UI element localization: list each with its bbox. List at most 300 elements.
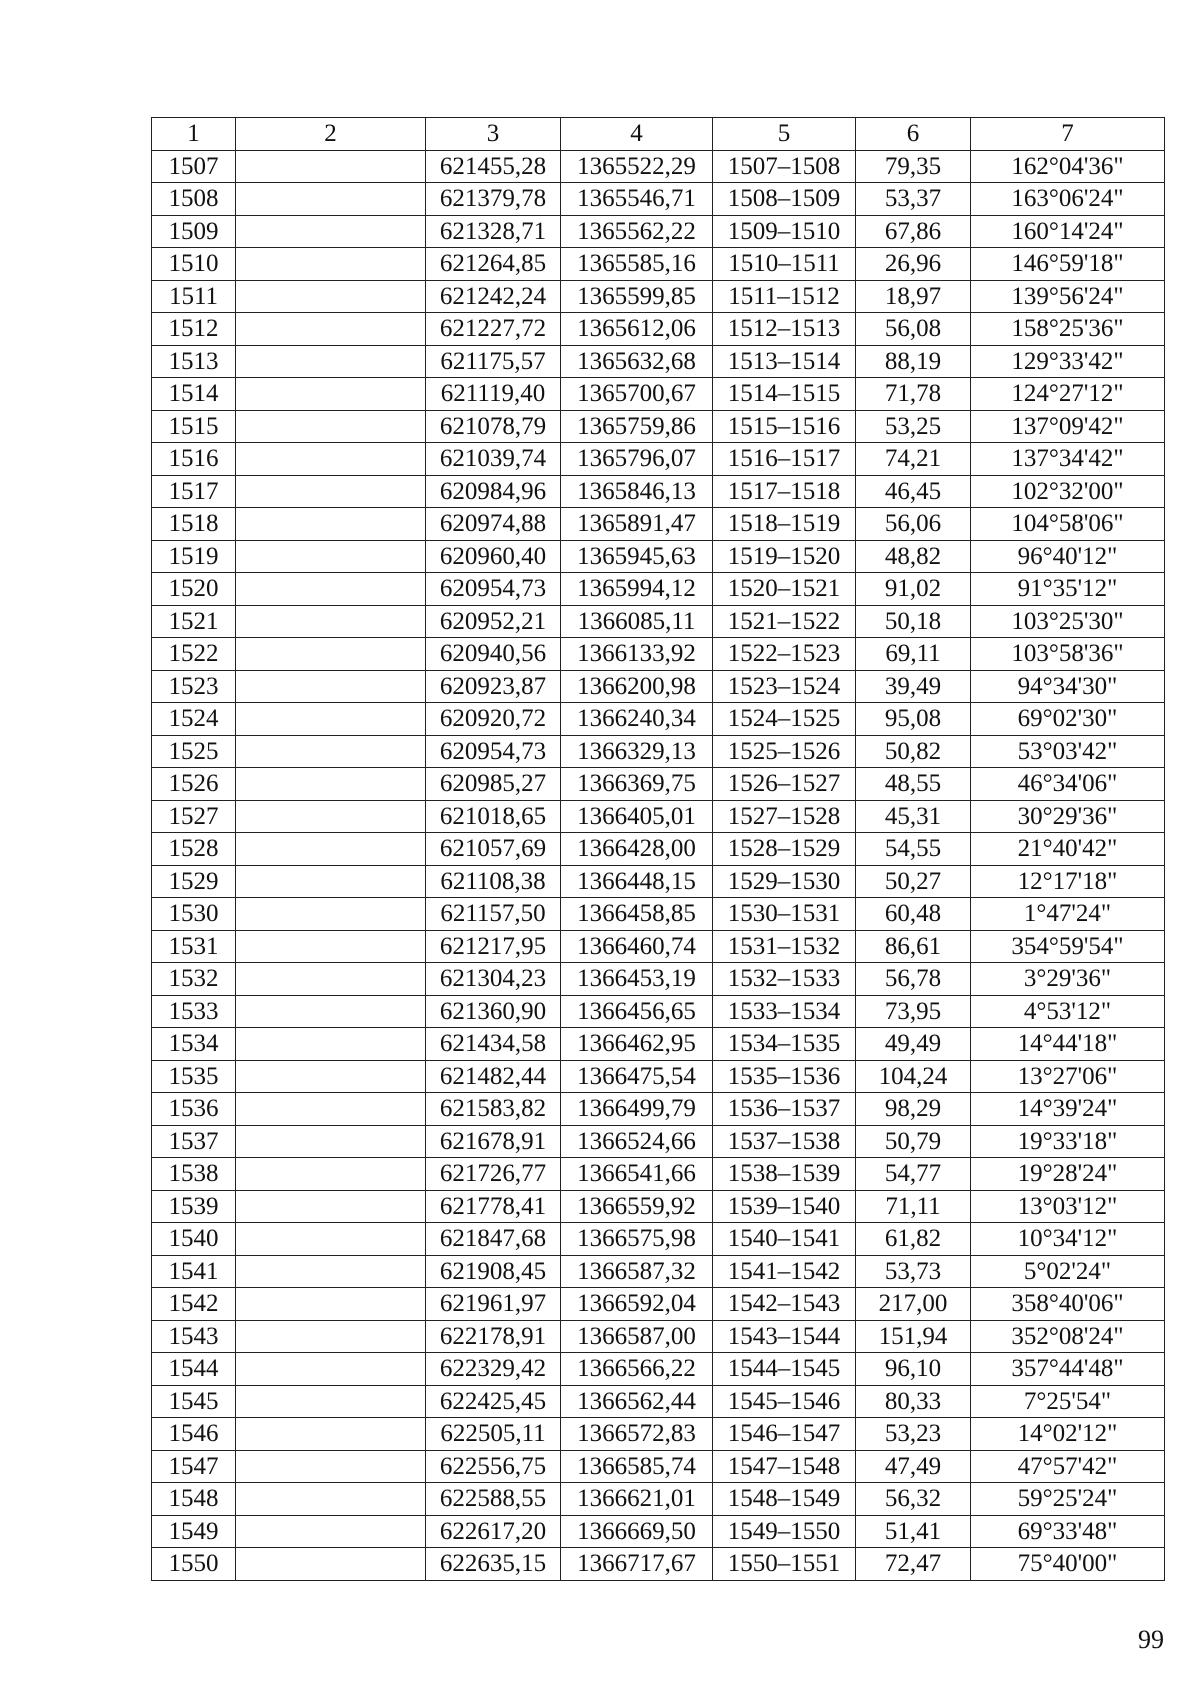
cell-coordinate-y: 1366572,83 (561, 1418, 713, 1451)
cell-bearing: 21°40'42" (971, 833, 1165, 866)
cell-point-number: 1507 (152, 150, 236, 183)
cell-segment: 1529–1530 (713, 865, 856, 898)
cell-coordinate-x: 621242,24 (426, 280, 561, 313)
cell-distance: 71,78 (856, 378, 971, 411)
cell-point-number: 1529 (152, 865, 236, 898)
cell-distance: 53,25 (856, 410, 971, 443)
cell-coordinate-x: 621678,91 (426, 1125, 561, 1158)
table-row (152, 898, 1165, 931)
cell-coordinate-x: 622425,45 (426, 1385, 561, 1418)
cell-segment: 1524–1525 (713, 703, 856, 736)
cell-distance: 79,35 (856, 150, 971, 183)
cell-bearing: 354°59'54" (971, 930, 1165, 963)
cell-bearing: 46°34'06" (971, 768, 1165, 801)
cell-distance: 54,55 (856, 833, 971, 866)
cell-point-number: 1544 (152, 1353, 236, 1386)
table-row (152, 475, 1165, 508)
cell-point-number: 1539 (152, 1190, 236, 1223)
cell-coordinate-y: 1366369,75 (561, 768, 713, 801)
cell-bearing: 7°25'54" (971, 1385, 1165, 1418)
cell-coordinate-x: 622178,91 (426, 1320, 561, 1353)
cell-distance: 53,37 (856, 183, 971, 216)
cell-distance: 86,61 (856, 930, 971, 963)
cell-distance: 45,31 (856, 800, 971, 833)
table-row (152, 833, 1165, 866)
cell-point-name (236, 540, 426, 573)
cell-coordinate-y: 1366240,34 (561, 703, 713, 736)
cell-coordinate-y: 1366587,32 (561, 1255, 713, 1288)
cell-coordinate-x: 620940,56 (426, 638, 561, 671)
cell-point-name (236, 703, 426, 736)
cell-point-number: 1534 (152, 1028, 236, 1061)
cell-point-name (236, 833, 426, 866)
cell-coordinate-y: 1366458,85 (561, 898, 713, 931)
table-row (152, 540, 1165, 573)
cell-coordinate-x: 622329,42 (426, 1353, 561, 1386)
cell-bearing: 19°28'24" (971, 1158, 1165, 1191)
table-row (152, 735, 1165, 768)
cell-coordinate-y: 1366585,74 (561, 1450, 713, 1483)
cell-distance: 54,77 (856, 1158, 971, 1191)
cell-coordinate-x: 621227,72 (426, 313, 561, 346)
cell-coordinate-x: 621482,44 (426, 1060, 561, 1093)
cell-point-number: 1513 (152, 345, 236, 378)
cell-segment: 1532–1533 (713, 963, 856, 996)
cell-segment: 1511–1512 (713, 280, 856, 313)
cell-coordinate-y: 1365945,63 (561, 540, 713, 573)
cell-coordinate-x: 621018,65 (426, 800, 561, 833)
cell-point-number: 1550 (152, 1548, 236, 1581)
cell-point-name (236, 1515, 426, 1548)
cell-segment: 1508–1509 (713, 183, 856, 216)
cell-point-number: 1521 (152, 605, 236, 638)
cell-distance: 96,10 (856, 1353, 971, 1386)
cell-coordinate-x: 620954,73 (426, 573, 561, 606)
cell-coordinate-y: 1366717,67 (561, 1548, 713, 1581)
cell-coordinate-x: 621157,50 (426, 898, 561, 931)
cell-segment: 1521–1522 (713, 605, 856, 638)
cell-point-number: 1522 (152, 638, 236, 671)
table-row (152, 768, 1165, 801)
cell-point-name (236, 1450, 426, 1483)
cell-coordinate-y: 1365846,13 (561, 475, 713, 508)
cell-bearing: 69°33'48" (971, 1515, 1165, 1548)
cell-point-number: 1516 (152, 443, 236, 476)
cell-distance: 48,55 (856, 768, 971, 801)
cell-point-name (236, 215, 426, 248)
cell-segment: 1507–1508 (713, 150, 856, 183)
cell-distance: 48,82 (856, 540, 971, 573)
cell-point-number: 1542 (152, 1288, 236, 1321)
cell-distance: 67,86 (856, 215, 971, 248)
cell-point-number: 1512 (152, 313, 236, 346)
cell-segment: 1540–1541 (713, 1223, 856, 1256)
cell-point-name (236, 1418, 426, 1451)
cell-distance: 49,49 (856, 1028, 971, 1061)
cell-bearing: 30°29'36" (971, 800, 1165, 833)
cell-coordinate-y: 1365891,47 (561, 508, 713, 541)
cell-distance: 72,47 (856, 1548, 971, 1581)
cell-point-name (236, 800, 426, 833)
table-header-row (152, 118, 1165, 151)
cell-coordinate-x: 620954,73 (426, 735, 561, 768)
cell-coordinate-x: 621039,74 (426, 443, 561, 476)
cell-point-name (236, 345, 426, 378)
cell-bearing: 94°34'30" (971, 670, 1165, 703)
cell-segment: 1531–1532 (713, 930, 856, 963)
table-row (152, 1353, 1165, 1386)
cell-coordinate-x: 621175,57 (426, 345, 561, 378)
cell-coordinate-x: 622588,55 (426, 1483, 561, 1516)
cell-coordinate-y: 1365522,29 (561, 150, 713, 183)
cell-segment: 1550–1551 (713, 1548, 856, 1581)
cell-distance: 18,97 (856, 280, 971, 313)
table-row (152, 1223, 1165, 1256)
cell-point-name (236, 1223, 426, 1256)
cell-point-number: 1543 (152, 1320, 236, 1353)
cell-coordinate-y: 1366428,00 (561, 833, 713, 866)
cell-distance: 50,27 (856, 865, 971, 898)
cell-coordinate-y: 1366085,11 (561, 605, 713, 638)
cell-coordinate-y: 1365599,85 (561, 280, 713, 313)
cell-point-number: 1535 (152, 1060, 236, 1093)
cell-bearing: 3°29'36" (971, 963, 1165, 996)
cell-segment: 1526–1527 (713, 768, 856, 801)
cell-point-number: 1545 (152, 1385, 236, 1418)
table-row (152, 1190, 1165, 1223)
cell-point-name (236, 508, 426, 541)
cell-point-number: 1549 (152, 1515, 236, 1548)
cell-bearing: 12°17'18" (971, 865, 1165, 898)
cell-point-name (236, 183, 426, 216)
table-row (152, 930, 1165, 963)
cell-coordinate-x: 621961,97 (426, 1288, 561, 1321)
cell-coordinate-y: 1366475,54 (561, 1060, 713, 1093)
cell-point-name (236, 150, 426, 183)
cell-coordinate-x: 621434,58 (426, 1028, 561, 1061)
table-row (152, 248, 1165, 281)
cell-point-number: 1518 (152, 508, 236, 541)
cell-bearing: 162°04'36" (971, 150, 1165, 183)
cell-coordinate-y: 1365759,86 (561, 410, 713, 443)
cell-coordinate-y: 1366541,66 (561, 1158, 713, 1191)
cell-distance: 56,32 (856, 1483, 971, 1516)
cell-bearing: 14°39'24" (971, 1093, 1165, 1126)
table-row (152, 703, 1165, 736)
cell-coordinate-x: 621778,41 (426, 1190, 561, 1223)
cell-bearing: 137°34'42" (971, 443, 1165, 476)
cell-point-name (236, 1483, 426, 1516)
cell-point-name (236, 1548, 426, 1581)
cell-segment: 1533–1534 (713, 995, 856, 1028)
cell-coordinate-x: 621360,90 (426, 995, 561, 1028)
table-row (152, 410, 1165, 443)
cell-point-name (236, 443, 426, 476)
table-row (152, 1548, 1165, 1581)
cell-segment: 1534–1535 (713, 1028, 856, 1061)
cell-coordinate-y: 1365546,71 (561, 183, 713, 216)
cell-segment: 1539–1540 (713, 1190, 856, 1223)
cell-bearing: 59°25'24" (971, 1483, 1165, 1516)
cell-point-number: 1548 (152, 1483, 236, 1516)
cell-segment: 1522–1523 (713, 638, 856, 671)
cell-distance: 217,00 (856, 1288, 971, 1321)
column-header-1: 1 (152, 118, 236, 151)
cell-bearing: 137°09'42" (971, 410, 1165, 443)
cell-distance: 50,18 (856, 605, 971, 638)
cell-bearing: 103°58'36" (971, 638, 1165, 671)
cell-coordinate-y: 1365612,06 (561, 313, 713, 346)
cell-distance: 50,79 (856, 1125, 971, 1158)
cell-point-name (236, 573, 426, 606)
column-header-4: 4 (561, 118, 713, 151)
cell-coordinate-x: 621304,23 (426, 963, 561, 996)
cell-coordinate-y: 1366200,98 (561, 670, 713, 703)
cell-point-number: 1536 (152, 1093, 236, 1126)
cell-segment: 1528–1529 (713, 833, 856, 866)
table-row (152, 1515, 1165, 1548)
cell-coordinate-y: 1366499,79 (561, 1093, 713, 1126)
cell-coordinate-y: 1365796,07 (561, 443, 713, 476)
cell-distance: 98,29 (856, 1093, 971, 1126)
table-row (152, 443, 1165, 476)
cell-bearing: 139°56'24" (971, 280, 1165, 313)
cell-segment: 1530–1531 (713, 898, 856, 931)
table-row (152, 995, 1165, 1028)
table-row (152, 573, 1165, 606)
cell-bearing: 10°34'12" (971, 1223, 1165, 1256)
cell-point-name (236, 735, 426, 768)
cell-point-number: 1538 (152, 1158, 236, 1191)
cell-bearing: 13°03'12" (971, 1190, 1165, 1223)
column-header-5: 5 (713, 118, 856, 151)
cell-coordinate-x: 620960,40 (426, 540, 561, 573)
cell-coordinate-x: 621108,38 (426, 865, 561, 898)
cell-bearing: 357°44'48" (971, 1353, 1165, 1386)
cell-point-number: 1527 (152, 800, 236, 833)
cell-point-name (236, 930, 426, 963)
cell-segment: 1538–1539 (713, 1158, 856, 1191)
cell-bearing: 13°27'06" (971, 1060, 1165, 1093)
cell-distance: 39,49 (856, 670, 971, 703)
coordinates-table (151, 117, 1165, 1581)
cell-point-name (236, 475, 426, 508)
cell-distance: 46,45 (856, 475, 971, 508)
cell-distance: 95,08 (856, 703, 971, 736)
cell-point-name (236, 1320, 426, 1353)
cell-segment: 1519–1520 (713, 540, 856, 573)
table-row (152, 605, 1165, 638)
cell-coordinate-x: 620984,96 (426, 475, 561, 508)
cell-coordinate-y: 1366456,65 (561, 995, 713, 1028)
cell-bearing: 104°58'06" (971, 508, 1165, 541)
cell-segment: 1516–1517 (713, 443, 856, 476)
cell-segment: 1545–1546 (713, 1385, 856, 1418)
cell-coordinate-y: 1365585,16 (561, 248, 713, 281)
cell-point-name (236, 1255, 426, 1288)
cell-bearing: 358°40'06" (971, 1288, 1165, 1321)
cell-coordinate-x: 620923,87 (426, 670, 561, 703)
cell-point-name (236, 1125, 426, 1158)
cell-point-number: 1524 (152, 703, 236, 736)
cell-distance: 61,82 (856, 1223, 971, 1256)
cell-coordinate-y: 1366575,98 (561, 1223, 713, 1256)
cell-coordinate-x: 621455,28 (426, 150, 561, 183)
cell-bearing: 163°06'24" (971, 183, 1165, 216)
cell-bearing: 158°25'36" (971, 313, 1165, 346)
cell-distance: 56,06 (856, 508, 971, 541)
cell-coordinate-x: 621908,45 (426, 1255, 561, 1288)
table-row (152, 638, 1165, 671)
table-body (152, 150, 1165, 1580)
cell-distance: 26,96 (856, 248, 971, 281)
cell-point-name (236, 280, 426, 313)
cell-point-name (236, 1190, 426, 1223)
cell-bearing: 47°57'42" (971, 1450, 1165, 1483)
cell-coordinate-x: 620985,27 (426, 768, 561, 801)
cell-point-number: 1520 (152, 573, 236, 606)
cell-segment: 1548–1549 (713, 1483, 856, 1516)
cell-segment: 1509–1510 (713, 215, 856, 248)
table-row (152, 508, 1165, 541)
cell-point-name (236, 1158, 426, 1191)
cell-coordinate-x: 622635,15 (426, 1548, 561, 1581)
cell-coordinate-y: 1366453,19 (561, 963, 713, 996)
cell-point-name (236, 410, 426, 443)
cell-distance: 80,33 (856, 1385, 971, 1418)
cell-point-name (236, 1385, 426, 1418)
cell-coordinate-y: 1366448,15 (561, 865, 713, 898)
cell-coordinate-x: 621217,95 (426, 930, 561, 963)
cell-coordinate-y: 1365632,68 (561, 345, 713, 378)
cell-distance: 74,21 (856, 443, 971, 476)
cell-coordinate-y: 1366559,92 (561, 1190, 713, 1223)
cell-coordinate-y: 1366462,95 (561, 1028, 713, 1061)
cell-bearing: 146°59'18" (971, 248, 1165, 281)
column-header-7: 7 (971, 118, 1165, 151)
cell-coordinate-y: 1365994,12 (561, 573, 713, 606)
cell-segment: 1535–1536 (713, 1060, 856, 1093)
table-row (152, 1028, 1165, 1061)
cell-point-number: 1541 (152, 1255, 236, 1288)
cell-coordinate-y: 1365562,22 (561, 215, 713, 248)
cell-distance: 50,82 (856, 735, 971, 768)
cell-coordinate-y: 1366566,22 (561, 1353, 713, 1386)
table-row (152, 1320, 1165, 1353)
table-row (152, 1158, 1165, 1191)
cell-bearing: 160°14'24" (971, 215, 1165, 248)
cell-point-number: 1547 (152, 1450, 236, 1483)
cell-distance: 88,19 (856, 345, 971, 378)
table-row (152, 313, 1165, 346)
cell-coordinate-x: 621328,71 (426, 215, 561, 248)
cell-coordinate-y: 1366524,66 (561, 1125, 713, 1158)
cell-distance: 47,49 (856, 1450, 971, 1483)
cell-bearing: 14°44'18" (971, 1028, 1165, 1061)
cell-distance: 91,02 (856, 573, 971, 606)
cell-distance: 53,73 (856, 1255, 971, 1288)
cell-bearing: 69°02'30" (971, 703, 1165, 736)
table-row (152, 345, 1165, 378)
cell-point-number: 1519 (152, 540, 236, 573)
cell-distance: 151,94 (856, 1320, 971, 1353)
table-row (152, 1060, 1165, 1093)
cell-segment: 1525–1526 (713, 735, 856, 768)
cell-bearing: 103°25'30" (971, 605, 1165, 638)
cell-coordinate-y: 1366329,13 (561, 735, 713, 768)
cell-segment: 1549–1550 (713, 1515, 856, 1548)
cell-segment: 1537–1538 (713, 1125, 856, 1158)
cell-coordinate-y: 1366133,92 (561, 638, 713, 671)
cell-point-name (236, 248, 426, 281)
cell-point-number: 1537 (152, 1125, 236, 1158)
cell-point-number: 1515 (152, 410, 236, 443)
cell-coordinate-y: 1365700,67 (561, 378, 713, 411)
cell-coordinate-y: 1366621,01 (561, 1483, 713, 1516)
table-row (152, 1093, 1165, 1126)
cell-coordinate-y: 1366669,50 (561, 1515, 713, 1548)
cell-segment: 1510–1511 (713, 248, 856, 281)
table-row (152, 1385, 1165, 1418)
cell-bearing: 352°08'24" (971, 1320, 1165, 1353)
cell-coordinate-y: 1366592,04 (561, 1288, 713, 1321)
table-row (152, 963, 1165, 996)
table-row (152, 800, 1165, 833)
cell-coordinate-x: 621119,40 (426, 378, 561, 411)
cell-point-number: 1526 (152, 768, 236, 801)
cell-segment: 1518–1519 (713, 508, 856, 541)
table-row (152, 1418, 1165, 1451)
cell-segment: 1536–1537 (713, 1093, 856, 1126)
table-row (152, 1450, 1165, 1483)
cell-point-name (236, 1093, 426, 1126)
cell-point-name (236, 995, 426, 1028)
cell-segment: 1514–1515 (713, 378, 856, 411)
cell-point-name (236, 1288, 426, 1321)
cell-point-number: 1530 (152, 898, 236, 931)
cell-coordinate-y: 1366562,44 (561, 1385, 713, 1418)
table-row (152, 150, 1165, 183)
cell-point-number: 1511 (152, 280, 236, 313)
table-row (152, 183, 1165, 216)
cell-point-name (236, 313, 426, 346)
cell-coordinate-x: 621078,79 (426, 410, 561, 443)
cell-point-number: 1525 (152, 735, 236, 768)
cell-point-name (236, 1353, 426, 1386)
cell-distance: 69,11 (856, 638, 971, 671)
cell-point-name (236, 1060, 426, 1093)
cell-bearing: 53°03'42" (971, 735, 1165, 768)
table-row (152, 215, 1165, 248)
cell-bearing: 14°02'12" (971, 1418, 1165, 1451)
cell-bearing: 5°02'24" (971, 1255, 1165, 1288)
cell-point-number: 1523 (152, 670, 236, 703)
cell-distance: 60,48 (856, 898, 971, 931)
cell-coordinate-y: 1366587,00 (561, 1320, 713, 1353)
column-header-3: 3 (426, 118, 561, 151)
cell-segment: 1543–1544 (713, 1320, 856, 1353)
cell-segment: 1527–1528 (713, 800, 856, 833)
cell-distance: 53,23 (856, 1418, 971, 1451)
cell-bearing: 75°40'00" (971, 1548, 1165, 1581)
cell-bearing: 1°47'24" (971, 898, 1165, 931)
table-row (152, 378, 1165, 411)
cell-bearing: 129°33'42" (971, 345, 1165, 378)
cell-point-number: 1540 (152, 1223, 236, 1256)
cell-bearing: 102°32'00" (971, 475, 1165, 508)
cell-coordinate-x: 620974,88 (426, 508, 561, 541)
cell-coordinate-y: 1366405,01 (561, 800, 713, 833)
